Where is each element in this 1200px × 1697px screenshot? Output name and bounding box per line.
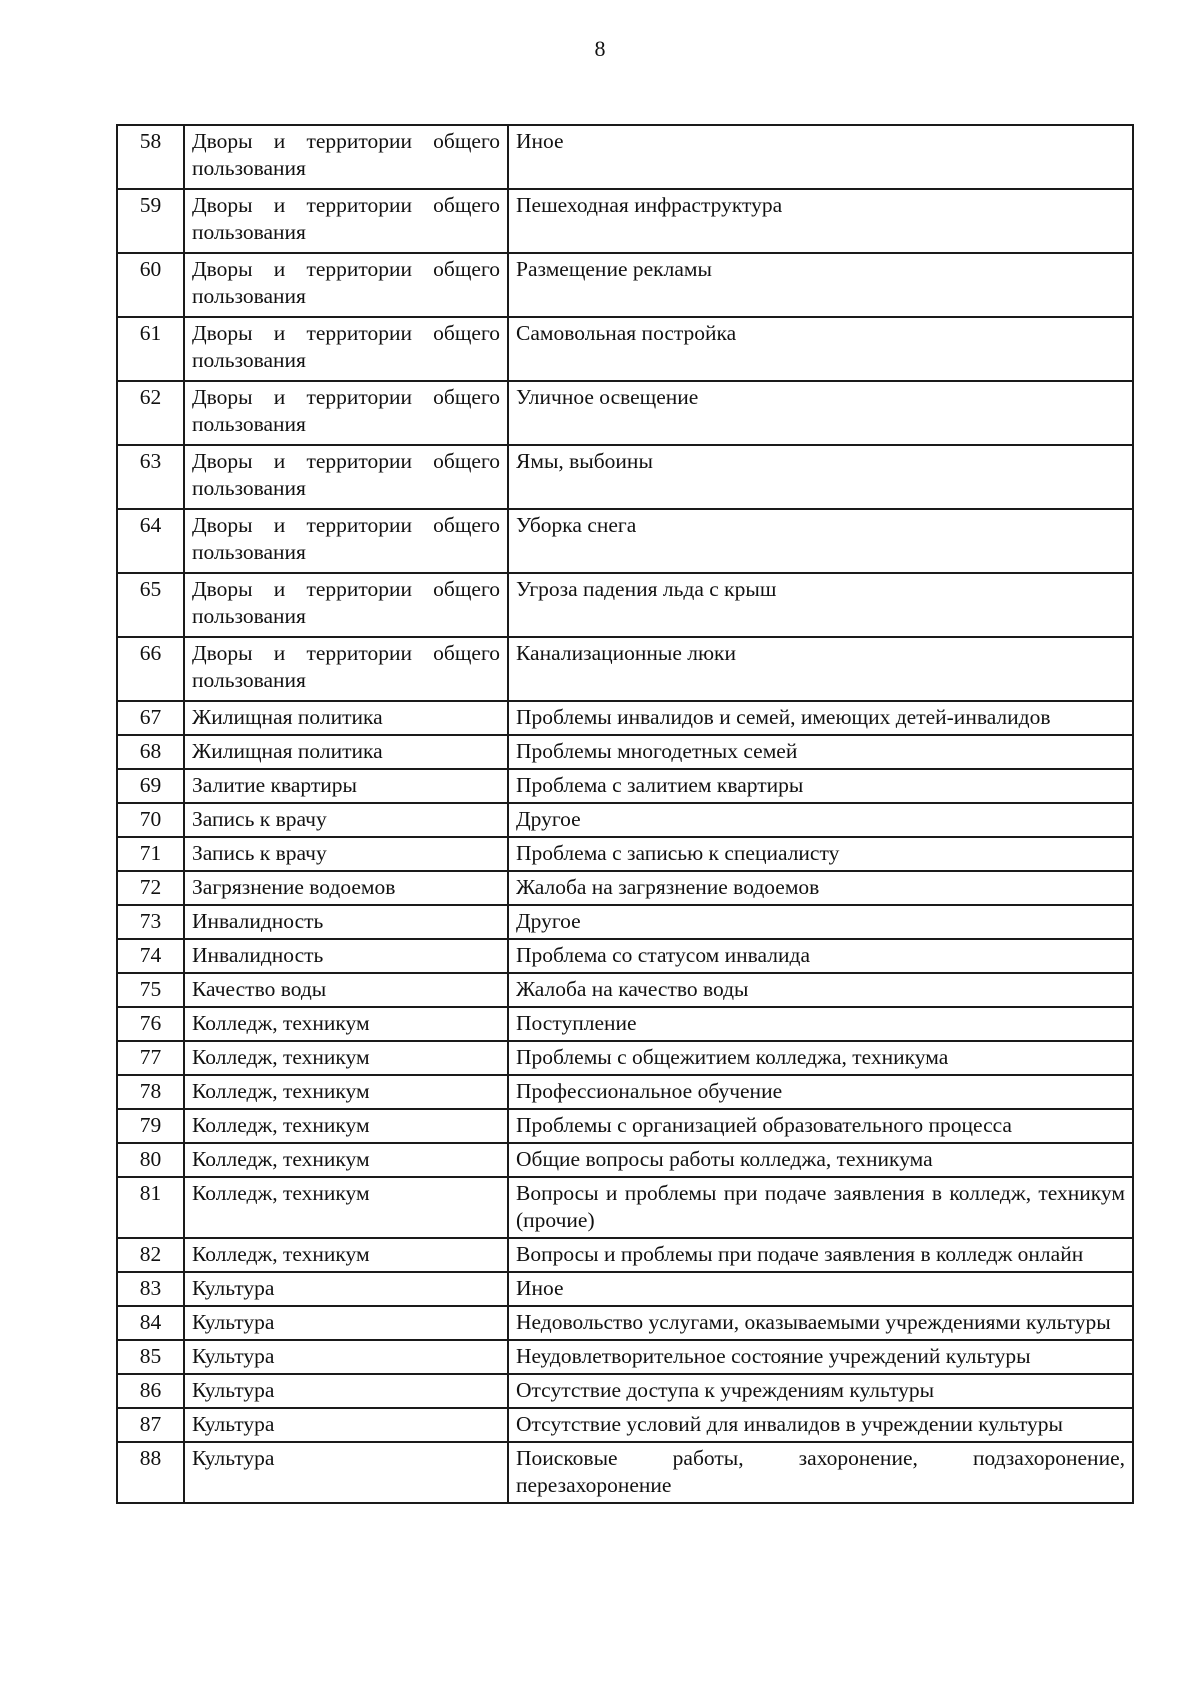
row-category: Загрязнение водоемов: [184, 871, 508, 905]
row-subcategory: Проблема со статусом инвалида: [508, 939, 1133, 973]
row-number: 62: [117, 381, 184, 445]
row-number: 59: [117, 189, 184, 253]
row-category: Дворы и территории общего пользования: [184, 445, 508, 509]
row-number: 61: [117, 317, 184, 381]
row-number: 70: [117, 803, 184, 837]
row-number: 84: [117, 1306, 184, 1340]
row-number: 85: [117, 1340, 184, 1374]
row-number: 72: [117, 871, 184, 905]
row-number: 60: [117, 253, 184, 317]
row-subcategory: Пешеходная инфраструктура: [508, 189, 1133, 253]
row-subcategory: Профессиональное обучение: [508, 1075, 1133, 1109]
row-number: 68: [117, 735, 184, 769]
row-number: 75: [117, 973, 184, 1007]
row-number: 71: [117, 837, 184, 871]
row-number: 78: [117, 1075, 184, 1109]
row-subcategory: Вопросы и проблемы при подаче заявления в колледж, техникум (прочие): [508, 1177, 1133, 1238]
row-category: Колледж, техникум: [184, 1143, 508, 1177]
table-row: [117, 837, 1133, 871]
row-category: Колледж, техникум: [184, 1177, 508, 1238]
table-row: [117, 973, 1133, 1007]
row-category: Культура: [184, 1340, 508, 1374]
row-number: 83: [117, 1272, 184, 1306]
row-subcategory: Размещение рекламы: [508, 253, 1133, 317]
row-subcategory: Иное: [508, 1272, 1133, 1306]
row-number: 88: [117, 1442, 184, 1503]
row-subcategory: Вопросы и проблемы при подаче заявления в колледж онлайн: [508, 1238, 1133, 1272]
row-number: 64: [117, 509, 184, 573]
row-subcategory: Поступление: [508, 1007, 1133, 1041]
table-row: [117, 701, 1133, 735]
row-subcategory: Проблемы многодетных семей: [508, 735, 1133, 769]
row-category: Дворы и территории общего пользования: [184, 637, 508, 701]
row-subcategory: Уличное освещение: [508, 381, 1133, 445]
row-subcategory: Проблемы с общежитием колледжа, техникума: [508, 1041, 1133, 1075]
table-row: [117, 573, 1133, 637]
row-category: Культура: [184, 1442, 508, 1503]
row-category: Культура: [184, 1374, 508, 1408]
row-category: Колледж, техникум: [184, 1041, 508, 1075]
row-subcategory: Проблема с залитием квартиры: [508, 769, 1133, 803]
row-subcategory: Ямы, выбоины: [508, 445, 1133, 509]
table-row: [117, 1143, 1133, 1177]
classification-table: [116, 124, 1134, 1504]
row-category: Культура: [184, 1272, 508, 1306]
row-category: Колледж, техникум: [184, 1007, 508, 1041]
row-number: 67: [117, 701, 184, 735]
table-row: [117, 317, 1133, 381]
row-number: 66: [117, 637, 184, 701]
row-subcategory: Проблема с записью к специалисту: [508, 837, 1133, 871]
row-category: Дворы и территории общего пользования: [184, 317, 508, 381]
row-number: 63: [117, 445, 184, 509]
row-number: 73: [117, 905, 184, 939]
row-category: Запись к врачу: [184, 837, 508, 871]
row-number: 87: [117, 1408, 184, 1442]
row-subcategory: Самовольная постройка: [508, 317, 1133, 381]
row-subcategory: Проблемы с организацией образовательного процесса: [508, 1109, 1133, 1143]
row-category: Залитие квартиры: [184, 769, 508, 803]
row-subcategory: Уборка снега: [508, 509, 1133, 573]
table-row: [117, 125, 1133, 189]
row-category: Дворы и территории общего пользования: [184, 253, 508, 317]
table-row: [117, 1340, 1133, 1374]
row-subcategory: Канализационные люки: [508, 637, 1133, 701]
row-category: Колледж, техникум: [184, 1109, 508, 1143]
row-subcategory: Отсутствие доступа к учреждениям культуры: [508, 1374, 1133, 1408]
table-row: [117, 253, 1133, 317]
table-row: [117, 1109, 1133, 1143]
row-category: Дворы и территории общего пользования: [184, 381, 508, 445]
table-row: [117, 1238, 1133, 1272]
table-row: [117, 803, 1133, 837]
table-row: [117, 769, 1133, 803]
row-subcategory: Другое: [508, 905, 1133, 939]
table-row: [117, 1408, 1133, 1442]
page-number: 8: [594, 36, 606, 61]
row-category: Запись к врачу: [184, 803, 508, 837]
table-row: [117, 871, 1133, 905]
row-category: Дворы и территории общего пользования: [184, 573, 508, 637]
table-row: [117, 445, 1133, 509]
row-number: 86: [117, 1374, 184, 1408]
table-row: [117, 1007, 1133, 1041]
table-row: [117, 509, 1133, 573]
table-row: [117, 189, 1133, 253]
row-subcategory: Отсутствие условий для инвалидов в учреждении культуры: [508, 1408, 1133, 1442]
row-category: Инвалидность: [184, 905, 508, 939]
row-category: Колледж, техникум: [184, 1075, 508, 1109]
row-category: Дворы и территории общего пользования: [184, 189, 508, 253]
row-subcategory: Жалоба на качество воды: [508, 973, 1133, 1007]
row-number: 76: [117, 1007, 184, 1041]
table-row: [117, 735, 1133, 769]
table-row: [117, 1075, 1133, 1109]
row-subcategory: Жалоба на загрязнение водоемов: [508, 871, 1133, 905]
row-category: Жилищная политика: [184, 701, 508, 735]
row-category: Дворы и территории общего пользования: [184, 509, 508, 573]
row-subcategory: Общие вопросы работы колледжа, техникума: [508, 1143, 1133, 1177]
row-category: Дворы и территории общего пользования: [184, 125, 508, 189]
table-row: [117, 1374, 1133, 1408]
row-number: 82: [117, 1238, 184, 1272]
row-category: Колледж, техникум: [184, 1238, 508, 1272]
row-category: Культура: [184, 1408, 508, 1442]
row-subcategory: Поисковые работы, захоронение, подзахоронение, перезахоронение: [508, 1442, 1133, 1503]
table-row: [117, 1177, 1133, 1238]
row-number: 80: [117, 1143, 184, 1177]
row-number: 58: [117, 125, 184, 189]
row-category: Культура: [184, 1306, 508, 1340]
row-number: 77: [117, 1041, 184, 1075]
row-category: Инвалидность: [184, 939, 508, 973]
table-row: [117, 1306, 1133, 1340]
row-subcategory: Другое: [508, 803, 1133, 837]
row-number: 79: [117, 1109, 184, 1143]
row-number: 74: [117, 939, 184, 973]
table-row: [117, 1272, 1133, 1306]
row-number: 81: [117, 1177, 184, 1238]
table-row: [117, 381, 1133, 445]
row-number: 65: [117, 573, 184, 637]
table-row: [117, 1442, 1133, 1503]
row-category: Жилищная политика: [184, 735, 508, 769]
row-subcategory: Иное: [508, 125, 1133, 189]
table-row: [117, 939, 1133, 973]
table-row: [117, 637, 1133, 701]
row-subcategory: Угроза падения льда с крыш: [508, 573, 1133, 637]
row-category: Качество воды: [184, 973, 508, 1007]
row-number: 69: [117, 769, 184, 803]
table-row: [117, 905, 1133, 939]
table-row: [117, 1041, 1133, 1075]
row-subcategory: Проблемы инвалидов и семей, имеющих детей-инвалидов: [508, 701, 1133, 735]
row-subcategory: Неудовлетворительное состояние учреждений культуры: [508, 1340, 1133, 1374]
row-subcategory: Недовольство услугами, оказываемыми учреждениями культуры: [508, 1306, 1133, 1340]
